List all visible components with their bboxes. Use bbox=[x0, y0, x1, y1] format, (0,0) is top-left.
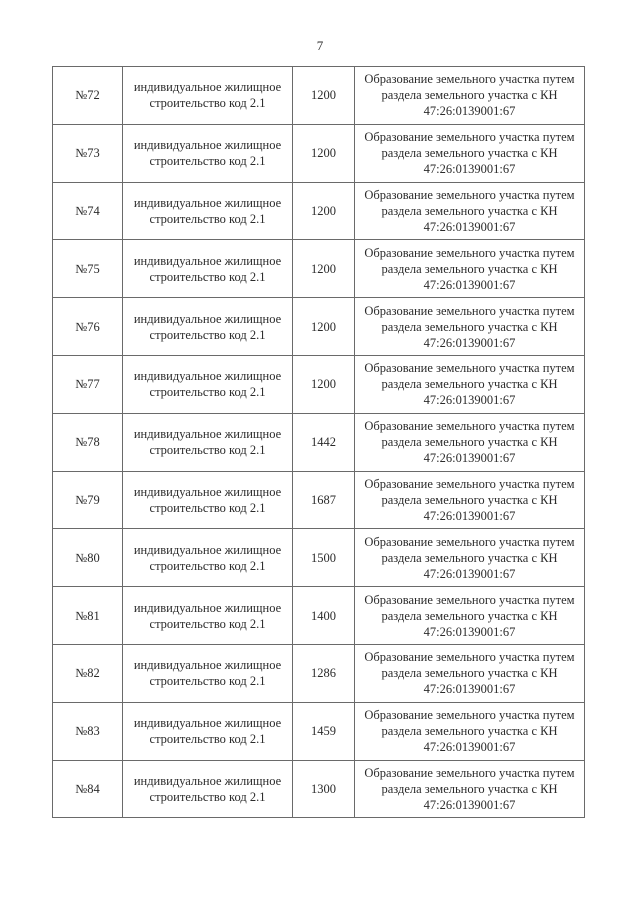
area-cell: 1459 bbox=[293, 702, 355, 760]
description-text: Образование земельного участка путем раздела земельного участка с КН 47:26:0139001:67 bbox=[364, 592, 575, 639]
plot-number-cell: №73 bbox=[53, 124, 123, 182]
area-cell: 1200 bbox=[293, 182, 355, 240]
land-use-text: индивидуальное жилищное строительство код 2.1 bbox=[133, 542, 282, 573]
plot-number-cell: №79 bbox=[53, 471, 123, 529]
area-cell: 1286 bbox=[293, 644, 355, 702]
table-row bbox=[53, 471, 585, 529]
area-cell: 1300 bbox=[293, 760, 355, 818]
land-use-cell bbox=[123, 644, 293, 702]
table-row bbox=[53, 182, 585, 240]
description-text: Образование земельного участка путем раздела земельного участка с КН 47:26:0139001:67 bbox=[364, 765, 575, 812]
description-cell bbox=[355, 124, 585, 182]
description-text: Образование земельного участка путем раздела земельного участка с КН 47:26:0139001:67 bbox=[364, 72, 575, 119]
land-plots-table bbox=[52, 66, 585, 818]
plot-number-cell: №84 bbox=[53, 760, 123, 818]
area-cell: 1200 bbox=[293, 298, 355, 356]
table-row bbox=[53, 240, 585, 298]
land-use-cell bbox=[123, 67, 293, 125]
description-cell bbox=[355, 702, 585, 760]
table-row bbox=[53, 760, 585, 818]
land-use-text: индивидуальное жилищное строительство код 2.1 bbox=[133, 773, 282, 804]
description-cell bbox=[355, 240, 585, 298]
land-use-text: индивидуальное жилищное строительство код 2.1 bbox=[133, 658, 282, 689]
area-cell: 1500 bbox=[293, 529, 355, 587]
plot-number-cell: №72 bbox=[53, 67, 123, 125]
description-cell bbox=[355, 182, 585, 240]
description-cell bbox=[355, 587, 585, 645]
page-number: 7 bbox=[316, 38, 324, 53]
description-text: Образование земельного участка путем раздела земельного участка с КН 47:26:0139001:67 bbox=[364, 187, 575, 234]
land-use-cell bbox=[123, 124, 293, 182]
land-use-cell bbox=[123, 413, 293, 471]
area-cell: 1200 bbox=[293, 67, 355, 125]
table-row bbox=[53, 587, 585, 645]
plot-number-cell: №74 bbox=[53, 182, 123, 240]
description-cell bbox=[355, 529, 585, 587]
plot-number-cell: №81 bbox=[53, 587, 123, 645]
plot-number-cell: №83 bbox=[53, 702, 123, 760]
description-cell bbox=[355, 413, 585, 471]
table-row bbox=[53, 124, 585, 182]
table-body bbox=[53, 67, 585, 818]
land-use-text: индивидуальное жилищное строительство код 2.1 bbox=[133, 195, 282, 226]
table-row bbox=[53, 413, 585, 471]
land-use-cell bbox=[123, 182, 293, 240]
plot-number-cell: №82 bbox=[53, 644, 123, 702]
table-row bbox=[53, 355, 585, 413]
land-use-text: индивидуальное жилищное строительство код 2.1 bbox=[133, 253, 282, 284]
area-cell: 1200 bbox=[293, 355, 355, 413]
land-use-cell bbox=[123, 587, 293, 645]
description-text: Образование земельного участка путем раздела земельного участка с КН 47:26:0139001:67 bbox=[364, 708, 575, 755]
description-text: Образование земельного участка путем раздела земельного участка с КН 47:26:0139001:67 bbox=[364, 419, 575, 466]
area-cell: 1200 bbox=[293, 124, 355, 182]
land-use-text: индивидуальное жилищное строительство код 2.1 bbox=[133, 369, 282, 400]
land-use-text: индивидуальное жилищное строительство код 2.1 bbox=[133, 427, 282, 458]
table-row bbox=[53, 67, 585, 125]
description-text: Образование земельного участка путем раздела земельного участка с КН 47:26:0139001:67 bbox=[364, 130, 575, 177]
land-use-cell bbox=[123, 471, 293, 529]
plot-number-cell: №76 bbox=[53, 298, 123, 356]
plot-number-cell: №78 bbox=[53, 413, 123, 471]
land-use-cell bbox=[123, 240, 293, 298]
table-row bbox=[53, 644, 585, 702]
description-text: Образование земельного участка путем раздела земельного участка с КН 47:26:0139001:67 bbox=[364, 303, 575, 350]
table-row bbox=[53, 702, 585, 760]
land-use-cell bbox=[123, 298, 293, 356]
description-cell bbox=[355, 760, 585, 818]
land-use-text: индивидуальное жилищное строительство код 2.1 bbox=[133, 80, 282, 111]
land-use-cell bbox=[123, 529, 293, 587]
land-use-text: индивидуальное жилищное строительство код 2.1 bbox=[133, 716, 282, 747]
description-cell bbox=[355, 471, 585, 529]
plot-number-cell: №77 bbox=[53, 355, 123, 413]
area-cell: 1200 bbox=[293, 240, 355, 298]
land-use-cell bbox=[123, 702, 293, 760]
land-use-text: индивидуальное жилищное строительство код 2.1 bbox=[133, 138, 282, 169]
description-cell bbox=[355, 67, 585, 125]
description-text: Образование земельного участка путем раздела земельного участка с КН 47:26:0139001:67 bbox=[364, 534, 575, 581]
table-row bbox=[53, 529, 585, 587]
land-use-cell bbox=[123, 760, 293, 818]
description-cell bbox=[355, 644, 585, 702]
plot-number-cell: №80 bbox=[53, 529, 123, 587]
area-cell: 1400 bbox=[293, 587, 355, 645]
land-use-cell bbox=[123, 355, 293, 413]
area-cell: 1442 bbox=[293, 413, 355, 471]
land-use-text: индивидуальное жилищное строительство код 2.1 bbox=[133, 484, 282, 515]
land-use-text: индивидуальное жилищное строительство код 2.1 bbox=[133, 600, 282, 631]
description-text: Образование земельного участка путем раздела земельного участка с КН 47:26:0139001:67 bbox=[364, 650, 575, 697]
description-cell bbox=[355, 355, 585, 413]
table-row bbox=[53, 298, 585, 356]
land-use-text: индивидуальное жилищное строительство код 2.1 bbox=[133, 311, 282, 342]
description-text: Образование земельного участка путем раздела земельного участка с КН 47:26:0139001:67 bbox=[364, 361, 575, 408]
description-text: Образование земельного участка путем раздела земельного участка с КН 47:26:0139001:67 bbox=[364, 245, 575, 292]
description-cell bbox=[355, 298, 585, 356]
description-text: Образование земельного участка путем раздела земельного участка с КН 47:26:0139001:67 bbox=[364, 476, 575, 523]
area-cell: 1687 bbox=[293, 471, 355, 529]
plot-number-cell: №75 bbox=[53, 240, 123, 298]
